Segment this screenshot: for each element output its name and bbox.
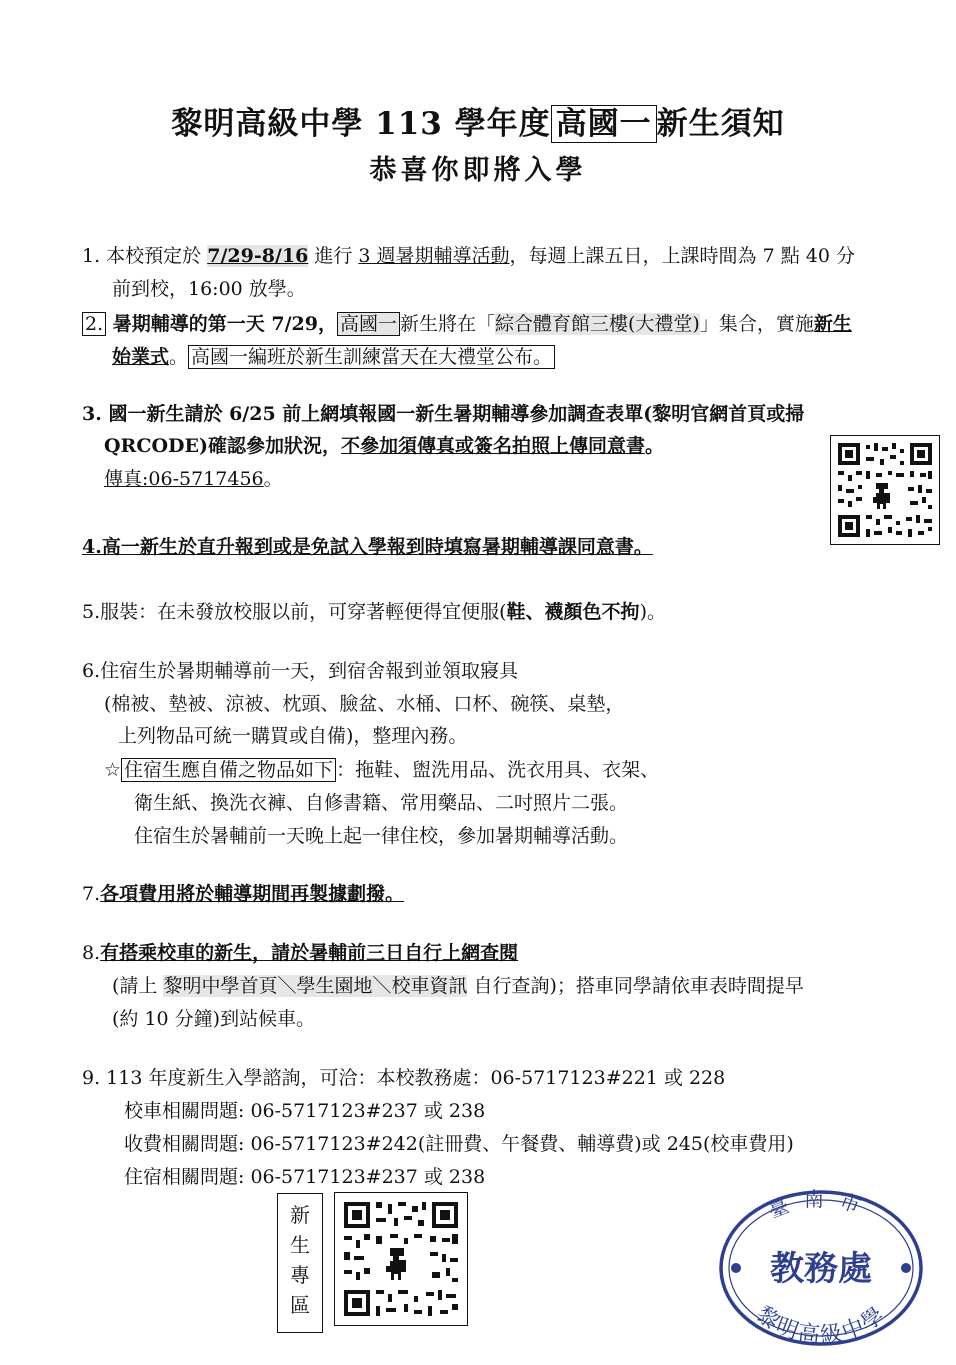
item3-line3: 傳真:06-5717456。 [104, 468, 283, 490]
title-boxed: 高國一 [551, 105, 657, 143]
item1-line2: 前到校，16:00 放學。 [112, 278, 306, 300]
item6-line2: (棉被、墊被、涼被、枕頭、臉盆、水桶、口杯、碗筷、桌墊， [104, 693, 625, 715]
item9-line2: 校車相關問題: 06-5717123#237 或 238 [124, 1100, 486, 1122]
item9-line1: 9. 113 年度新生入學諮詢，可洽：本校教務處：06-5717123#221 或 228 [82, 1067, 726, 1089]
new-student-zone-label: 新 生 專 區 [277, 1193, 323, 1333]
item5: 5.服裝：在未發放校服以前，可穿著輕便得宜便服(鞋、襪顏色不拘)。 [82, 601, 666, 623]
page-title [0, 98, 956, 143]
title-suffix: 新生須知 [656, 106, 785, 142]
item9-line4: 住宿相關問題: 06-5717123#237 或 238 [124, 1166, 486, 1188]
item3-line1: 3. 國一新生請於 6/25 前上網填報國一新生暑期輔導參加調查表單(黎明官網首頁或掃 [82, 403, 805, 425]
item6-line5: 衛生紙、換洗衣褲、自修書籍、常用藥品、二吋照片二張。 [134, 792, 629, 814]
item2-line1: 2. 暑期輔導的第一天 7/29， 高國一 新生將在「綜合體育館三樓(大禮堂)」集合，實施新生 [82, 312, 852, 336]
item4: 4.高一新生於直升報到或是免試入學報到時填寫暑期輔導課同意書。 [82, 536, 653, 558]
item3-line2: QRCODE)確認參加狀況，不參加須傳真或簽名拍照上傳同意書。 [104, 435, 664, 457]
svg-text:臺南市 [765, 1187, 877, 1223]
item6-line6: 住宿生於暑輔前一天晚上起一律住校，參加暑期輔導活動。 [134, 825, 629, 847]
item8-line2: (請上 黎明中學首頁＼學生園地＼校車資訊 自行查詢)；搭車同學請依車表時間提早 [112, 975, 804, 997]
item6-line4: ☆ 住宿生應自備之物品如下 ：拖鞋、盥洗用品、洗衣用具、衣架、 [104, 759, 660, 781]
seal-middle-text: 教務處 [770, 1249, 872, 1289]
seal-top-text: 臺南市 [765, 1187, 877, 1223]
title-prefix: 黎明高級中學 113 學年度 [171, 106, 551, 142]
qrcode-survey[interactable] [830, 435, 940, 545]
seal-stamp [714, 1186, 928, 1350]
item1-line1: 1. 本校預定於 7/29-8/16 進行 3 週暑期輔導活動，每週上課五日，上課時間為 7 點 40 分 [82, 245, 855, 267]
page-subtitle: 恭喜你即將入學 [369, 155, 587, 186]
qrcode-new-student-zone[interactable] [334, 1192, 468, 1326]
item6-line1: 6.住宿生於暑期輔導前一天，到宿舍報到並領取寢具 [82, 660, 519, 682]
item8-line3: (約 10 分鐘)到站候車。 [112, 1008, 316, 1030]
seal-bottom-text: 黎明高級中學 [751, 1301, 891, 1349]
item7: 7.各項費用將於輔導期間再製據劃撥。 [82, 883, 405, 905]
item9-line3: 收費相關問題: 06-5717123#242(註冊費、午餐費、輔導費)或 245(校車費用) [124, 1133, 794, 1155]
star-icon: ☆ [104, 759, 122, 781]
item2-line2: 始業式。 高國一編班於新生訓練當天在大禮堂公布。 [112, 345, 555, 369]
svg-text:黎明高級中學 [751, 1302, 890, 1349]
item6-line3: 上列物品可統一購買或自備)，整理內務。 [118, 725, 468, 747]
item8-line1: 8.有搭乘校車的新生，請於暑輔前三日自行上網查閱 [82, 942, 519, 964]
